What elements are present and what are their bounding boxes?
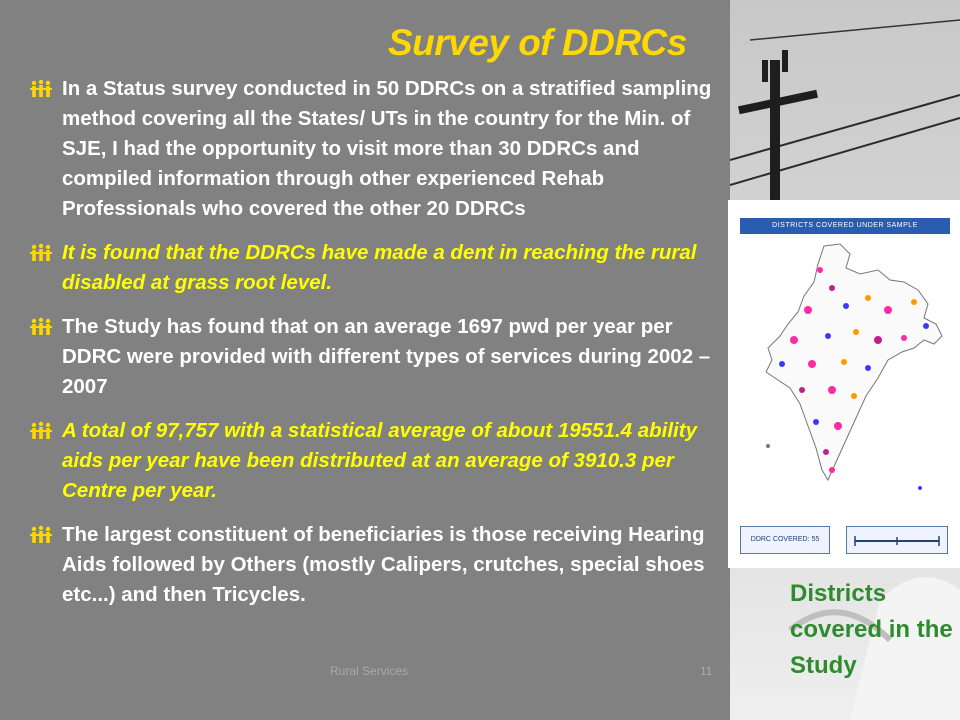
scale-bar-icon [847, 527, 947, 553]
map-caption: Districts covered in the Study [790, 580, 953, 679]
bullet-text: The largest constituent of beneficiaries is those receiving Hearing Aids followed by Others (mostly Calipers, crutches, special shoes etc...) and then Tricycles. [62, 523, 705, 606]
people-group-icon [30, 79, 52, 99]
bullet-item [30, 416, 720, 506]
bullet-item [30, 312, 720, 402]
bullet-text: In a Status survey conducted in 50 DDRCs on a stratified sampling method covering all the States/ UTs in the country for the Min. of SJE, I had the opportunity to visit more than 30 DDRCs and compiled information through other experienced Rehab Professionals who covered the other 20 DDRCs [62, 77, 712, 220]
bullet-text: A total of 97,757 with a statistical average of about 19551.4 ability aids per year have been distributed at an average of 3910.3 per Centre per year. [62, 419, 697, 502]
map-header: DISTRICTS COVERED UNDER SAMPLE [740, 218, 950, 234]
bullet-text: It is found that the DDRCs have made a dent in reaching the rural disabled at grass root level. [62, 241, 697, 294]
bullet-text: The Study has found that on an average 1697 pwd per year per DDRC were provided with different types of services during 2002 – 2007 [62, 315, 711, 398]
map-scale-bar [846, 526, 948, 554]
india-map-figure [728, 200, 960, 568]
bullet-list [30, 74, 720, 624]
people-group-icon [30, 525, 52, 545]
footer-label: Rural Services [330, 664, 409, 678]
india-map-icon [728, 240, 960, 522]
map-legend: DDRC COVERED: 55 [740, 526, 830, 554]
bullet-item [30, 238, 720, 298]
bullet-item [30, 74, 720, 224]
slide-title: Survey of DDRCs [388, 22, 687, 63]
bullet-item [30, 520, 720, 610]
people-group-icon [30, 317, 52, 337]
people-group-icon [30, 243, 52, 263]
people-group-icon [30, 421, 52, 441]
slide-number: 11 [700, 664, 713, 678]
